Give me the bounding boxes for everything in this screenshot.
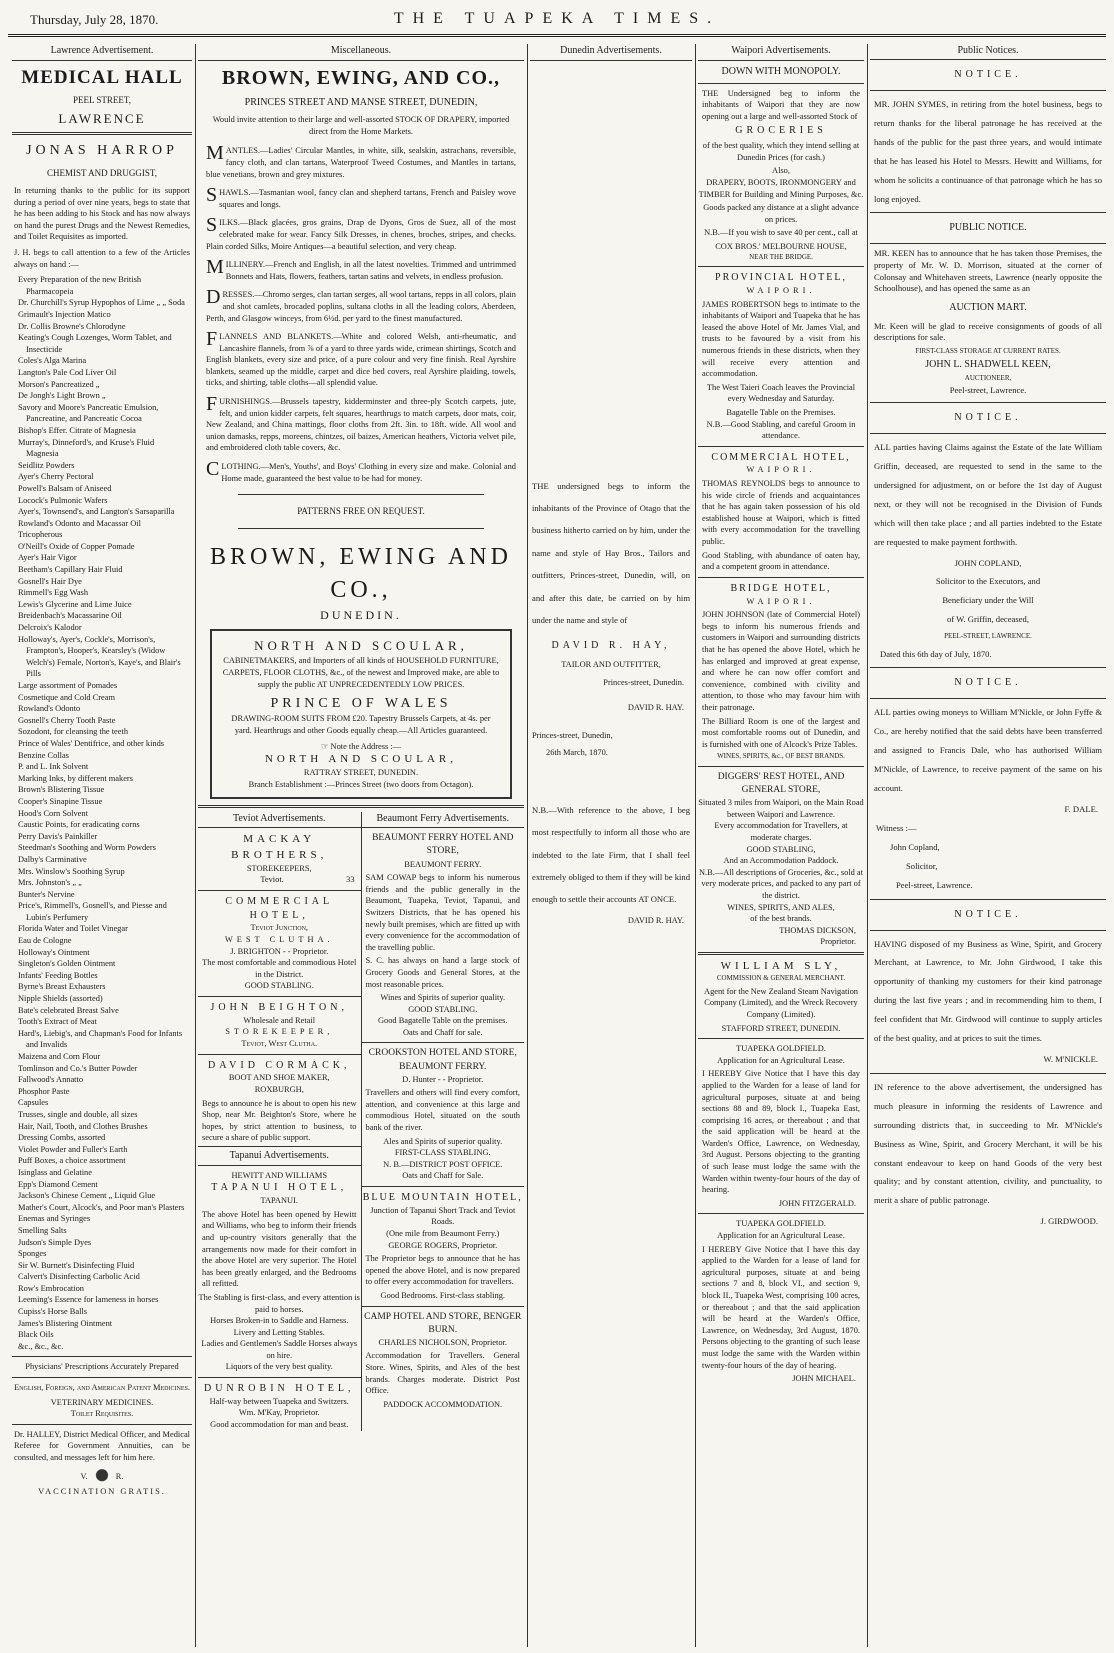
- column-waipori: [698, 44, 864, 1647]
- commercial-sub: Teviot Junction,: [250, 923, 309, 933]
- column-heading: Miscellaneous.: [198, 44, 524, 61]
- list-item: Hood's Corn Solvent: [18, 808, 88, 818]
- column-miscellaneous: [198, 44, 524, 1647]
- cormack-body: Begs to announce he is about to open his new Shop, near Mr. Beighton's Store, where he hopes, by strict attention to business, to secure a share of public support.: [202, 1098, 357, 1143]
- keen-address: Peel-street, Lawrence.: [949, 385, 1027, 396]
- list-item: Sir W. Burnett's Disinfecting Fluid: [18, 1260, 135, 1270]
- patterns-line: PATTERNS FREE ON REQUEST.: [297, 506, 425, 517]
- list-item: Steedman's Soothing and Worm Powders: [18, 843, 156, 853]
- list-item: Breidenbach's Macassarine Oil: [18, 611, 122, 621]
- list-item: Benzine Collas: [18, 750, 69, 760]
- dunrobin-acc: Good accommodation for man and beast.: [210, 1420, 349, 1430]
- auction-mart: AUCTION MART.: [949, 301, 1027, 313]
- public-notice-body: MR. KEEN has to announce that he has taken those Premises, the property of Mr. W. D. Morrison, situated at the corner of Colonsay and Whitehaven streets, Lawrence (nearly opposite the Schoolhouse), and has opened the same as an: [874, 248, 1102, 294]
- bridge-hotel-title: BRIDGE HOTEL,: [730, 582, 832, 594]
- keen-name: JOHN L. SHADWELL KEEN,: [925, 359, 1051, 371]
- storage-line: FIRST-CLASS STORAGE AT CURRENT RATES.: [915, 347, 1061, 355]
- column-heading: Dunedin Advertisements.: [530, 44, 692, 61]
- dwm-packed: Goods packed any distance at a slight advance on prices.: [703, 203, 859, 224]
- mcnickle-signature: W. M'NICKLE.: [1043, 1053, 1098, 1064]
- commercial-waipori-title: COMMERCIAL HOTEL,: [711, 451, 851, 463]
- drapery-section: SHAWLS.—Tasmanian wool, fancy clan and shepherd tartans, French and Paisley wove squares and longs.: [206, 184, 516, 209]
- camp-body: Accommodation for Travellers. General Store. Wines, Spirits, and Ales of the best brands. Charges moderate. District Post Office.: [365, 1351, 520, 1396]
- list-item: Jackson's Chinese Cement „ Liquid Glue: [18, 1191, 156, 1201]
- list-item: Singleton's Golden Ointment: [18, 959, 116, 969]
- proprietor-trade: CHEMIST AND DRUGGIST,: [47, 167, 157, 178]
- list-item: Enemas and Syringes: [18, 1214, 91, 1224]
- commercial-title: COMMERCIAL HOTEL,: [225, 895, 334, 921]
- notice-3-body: ALL parties owing moneys to William M'Nickle, or John Fyffe & Co., are hereby notified that the said debts have been transferred and assigned to Francis Dale, who has authorised William M'Nickle, of Lawrence, to receive payment of the same on his account.: [874, 707, 1102, 794]
- diggers-rest-sig: THOMAS DICKSON,: [779, 925, 856, 935]
- keen-title: AUCTIONEER,: [964, 374, 1012, 383]
- bf-oats: Oats and Chaff for sale.: [402, 1027, 483, 1037]
- dwm-body: THE Undersigned beg to inform the inhabitants of Waipori that they are now opening out a large and well-assorted Stock of: [702, 88, 860, 121]
- patent-line: English, Foreign, and American Patent Medicines.: [14, 1383, 190, 1393]
- cormack-sub: BOOT AND SHOE MAKER,: [228, 1073, 330, 1083]
- list-item: Mather's Court, Alcock's, and Poor man's Plasters: [18, 1202, 185, 1212]
- vaccination-line: VACCINATION GRATIS.: [38, 1486, 166, 1496]
- royal-crest: [12, 1468, 192, 1486]
- list-item: Gosnell's Hair Dye: [18, 576, 82, 586]
- beighton-sub: Wholesale and Retail: [243, 1015, 316, 1025]
- drapery-section: FLANNELS AND BLANKETS.—White and colored Welsh, anti-rheumatic, and Lancashire flannels, from ⅞ of a yard to three yards wide, crimean shirtings, Scotch and English blankets, every size and price, of a pure colour and very fine finish. Real Ayrshire blankets, seamed up the middle, carpet and dice bed covers, real Ayrshire plaiding, towels, ticks, and shirting, table cloths—all splendid value.: [206, 328, 516, 388]
- list-item: Nipple Shields (assorted): [18, 994, 103, 1004]
- issue-date: Thursday, July 28, 1870.: [30, 12, 159, 27]
- hay-place: Princes-street, Dunedin,: [532, 730, 613, 740]
- camp-prop: CHARLES NICHOLSON, Proprietor.: [378, 1337, 507, 1347]
- provincial-loc: WAIPORI.: [746, 285, 816, 295]
- drapery-section: MANTLES.—Ladies' Circular Mantles, in white, silk, sealskin, astrachans, reversible, fancy cloth, and clan tartans, Waterproof Tweed Costumes, and Mantles in tartans, blue venetians, brown and grey mixtures.: [206, 142, 516, 179]
- notice-5-body: IN reference to the above advertisement, the undersigned has much pleasure in informing the residents of Lawrence and surrounding districts that, in succeeding to Mr. M'Nickle's Business as Wine, Spirit, and Grocery Merchant, it will be his constant endeavour to keep on hand Goods of the very best quality; and by constant attention, civility, and punctuality, to merit a share of public patronage.: [874, 1081, 1102, 1206]
- list-item: Sozodont, for cleansing the teeth: [18, 727, 129, 737]
- witness-label: Witness :—: [876, 822, 917, 833]
- commercial-loc: WEST CLUTHA.: [224, 935, 334, 945]
- list-item: Tomlinson and Co.'s Butter Powder: [18, 1063, 138, 1073]
- list-item: Capsules: [18, 1098, 49, 1108]
- list-item: Black Oils: [18, 1330, 54, 1340]
- list-item: Maizena and Corn Flour: [18, 1052, 101, 1062]
- hay-trade: TAILOR AND OUTFITTER,: [561, 660, 661, 669]
- cormack-loc: ROXBURGH,: [254, 1085, 304, 1095]
- notice-2-body: ALL parties having Claims against the Estate of the late William Griffin, deceased, are requested to send in the same to the undersigned for adjustment, on or before the 1st day of August next, or they will not be recognised in the Division of Funds which will then take place ; and all parties indebted to the Estate are requested to make payment forthwith.: [874, 442, 1102, 547]
- bf-loc: BEAUMONT FERRY.: [404, 859, 482, 869]
- bridge-hotel-wines: WINES, SPIRITS, &c., OF BEST BRANDS.: [717, 752, 845, 761]
- commercial-stabling: GOOD STABLING.: [244, 981, 314, 991]
- tapanui-stabling: The Stabling is first-class, and every attention is paid to horses.: [198, 1292, 360, 1314]
- mackay-sub: STOREKEEPERS,: [246, 863, 312, 873]
- north-scoular-ad: [210, 629, 512, 798]
- diggers-rest-situated: Situated 3 miles from Waipori, on the Main Road between Waipori and Lawrence.: [698, 798, 864, 819]
- notice-1-title: NOTICE.: [954, 69, 1022, 80]
- teviot-section: [198, 812, 361, 1431]
- list-item: James's Blistering Ointment: [18, 1318, 113, 1328]
- dwm-title: DOWN WITH MONOPOLY.: [721, 65, 841, 77]
- hw-title: HEWITT AND WILLIAMS: [231, 1170, 328, 1180]
- list-item: Ayer's Hair Vigor: [18, 553, 77, 563]
- drapery-section: CLOTHING.—Men's, Youths', and Boys' Clothing in every size and make. Colonial and Home made, guaranteed the best value to be had for money.: [206, 458, 516, 483]
- prescriptions-line: Physicians' Prescriptions Accurately Prepared: [25, 1362, 179, 1372]
- column-rule: [867, 44, 868, 1647]
- list-item: O'Neill's Oxide of Copper Pomade: [18, 541, 135, 551]
- hay-location: Princes-street, Dunedin.: [603, 677, 684, 687]
- list-item: Infants' Feeding Bottles: [18, 970, 98, 980]
- copland-loc: PEEL-STREET, LAWRENCE.: [944, 632, 1032, 641]
- list-item: Coles's Alga Marina: [18, 356, 87, 366]
- firm-town-2: DUNEDIN.: [320, 607, 402, 622]
- sly-title: WILLIAM SLY,: [720, 959, 842, 972]
- list-item: Hard's, Liebig's, and Chapman's Food for Infants and Invalids: [18, 1028, 183, 1050]
- goldfield-2-body: I HEREBY Give Notice that I have this day applied to the Warden for a lease of land for agricultural purposes, situate at and being sections 7 and 8, block VI., and section 9, block II., Tuapeka West, comprising 100 acres, or thereabout ; and that the said application will be heard at the Warden's Office, Lawrence, on Wednesday, 3rd August, 1870. Persons objecting to the granting of such lease must lodge the same with the Warden within twenty-four hours of the day of hearing.: [702, 1244, 860, 1370]
- column-dunedin: [530, 44, 692, 1647]
- blue-mountain-sub: Junction of Tapanui Short Track and Teviot Roads.: [370, 1205, 516, 1227]
- crookston-prop: D. Hunter - - Proprietor.: [402, 1074, 484, 1084]
- article-list: [12, 274, 192, 1352]
- list-item: Savory and Moore's Pancreatic Emulsion, Pancreatine, and Pancreatic Cocoa: [18, 402, 159, 424]
- crookston-title: CROOKSTON HOTEL AND STORE, BEAUMONT FERRY.: [368, 1048, 517, 1072]
- list-item: Perry Davis's Painkiller: [18, 831, 98, 841]
- list-item: Cosmetique and Cold Cream: [18, 692, 115, 702]
- witness-title: Solicitor,: [906, 860, 938, 871]
- section-heading: Beaumont Ferry Advertisements.: [362, 812, 525, 829]
- column-heading: Waipori Advertisements.: [698, 44, 864, 61]
- sly-address: STAFFORD STREET, DUNEDIN.: [721, 1023, 841, 1033]
- blue-mountain-title: BLUE MOUNTAIN HOTEL,: [362, 1192, 523, 1204]
- firm-title-2: BROWN, EWING AND CO.,: [210, 543, 512, 603]
- ad-intro: In returning thanks to the public for its support during a period of over nine years, begs to state that he has been adding to his Stock and has now always on hand the purest Drugs and the Newest Remedies, and Toilet Requisites as imported.: [14, 186, 190, 242]
- goldfield-1-app: Application for an Agricultural Lease.: [717, 1055, 845, 1065]
- list-item: Tooth's Extract of Meat: [18, 1017, 97, 1027]
- list-item: Tricopherous: [18, 530, 63, 540]
- list-item: P. and L. Ink Solvent: [18, 762, 89, 772]
- list-item: Ayer's Cherry Pectoral: [18, 472, 94, 482]
- list-item: Rowland's Odonto: [18, 704, 81, 714]
- blue-mountain-mile: (One mile from Beaumont Ferry.): [386, 1229, 500, 1239]
- column-heading: Public Notices.: [870, 44, 1106, 60]
- notice-2-title: NOTICE.: [954, 412, 1022, 424]
- ad-lead: J. H. begs to call attention to a few of the Articles always on hand :—: [14, 248, 190, 269]
- list-item: Eau de Cologne: [18, 936, 72, 946]
- tapanui-hotel-body: The above Hotel has been opened by Hewitt and Williams, who beg to inform their friends and up-country visitors generally that the arrangements now made for their comfort in the above Hotel are very superior. The Hotel has been greatly enlarged, and the Bedrooms all refitted.: [202, 1209, 357, 1289]
- column-public-notices: [870, 44, 1106, 1647]
- list-item: &c., &c., &c.: [18, 1341, 64, 1351]
- dwm-body-2: of the best quality, which they intend selling at Dunedin Prices (for cash.): [702, 141, 860, 162]
- list-item: Hair, Nail, Tooth, and Clothes Brushes: [18, 1121, 148, 1131]
- bridge-hotel-billiards: The Billiard Room is one of the largest and most comfortable rooms out of Dunedin, and is furnished with one of Alcock's Prize Tables.: [702, 716, 860, 749]
- ad-street: PEEL STREET,: [73, 95, 131, 106]
- list-item: Isinglass and Gelatine: [18, 1167, 92, 1177]
- bf-stabling: GOOD STABLING.: [408, 1004, 478, 1014]
- provincial-body: JAMES ROBERTSON begs to intimate to the inhabitants of Waipori and Tuapeka that he has leased the above Hotel of Mr. James Vial, and trusts to be favoured by a visit from his numerous friends in these districts, when they will receive every attention and accommodation.: [702, 299, 860, 379]
- list-item: Ayer's, Townsend's, and Langton's Sarsaparilla: [18, 507, 175, 517]
- dwm-nb: N.B.—If you wish to save 40 per cent., call at: [704, 228, 858, 238]
- mackay-title: MACKAY BROTHERS,: [231, 833, 328, 861]
- list-item: Caustic Points, for eradicating corns: [18, 820, 140, 830]
- list-item: Keating's Cough Lozenges, Worm Tablet, and Insecticide: [18, 333, 172, 354]
- drapery-sections: [198, 142, 524, 484]
- pw-body: DRAWING-ROOM SUITS FROM £20. Tapestry Brussels Carpets, at 4s. per yard. Hearthrugs and other Goods equally cheap.—All Articles guaranteed.: [231, 714, 491, 736]
- list-item: Smelling Salts: [18, 1225, 67, 1235]
- goldfield-2-title: TUAPEKA GOLDFIELD.: [736, 1219, 826, 1229]
- tapanui-livery: Livery and Letting Stables.: [233, 1327, 325, 1337]
- list-item: Large assortment of Pomades: [18, 681, 118, 691]
- drapery-section: MILLINERY.—French and English, in all the latest novelties. Trimmed and untrimmed Bonnets and Hats, flowers, feathers, tartan satins and velvets, in endless profusion.: [206, 256, 516, 281]
- list-item: Dr. Churchill's Syrup Hypophos of Lime „ „ Soda: [18, 298, 185, 308]
- masthead: [8, 4, 1106, 37]
- diggers-rest-brands: of the best brands.: [750, 914, 812, 924]
- drapery-section: SILKS.—Black glacées, gros grains, Drap de Dyons, Gros de Suez, all of the most celebrated make for wear. Fancy Silk Dresses, in chenes, broches, stripes, and checks. Plain corded Silks, Moire Antiques—a beautiful selection, and very cheap.: [206, 214, 516, 251]
- provincial-title: PROVINCIAL HOTEL,: [715, 272, 847, 284]
- mackay-loc: Teviot.: [260, 875, 284, 885]
- commercial-body: The most comfortable and commodious Hotel in the District.: [202, 958, 357, 979]
- proprietor-name: JONAS HARROP: [26, 143, 178, 159]
- notice-4-title: NOTICE.: [954, 908, 1022, 920]
- column-rule: [195, 44, 196, 1647]
- mackay-num: 33: [346, 875, 355, 885]
- witness-name: John Copland,: [890, 841, 940, 852]
- public-notice-title: PUBLIC NOTICE.: [949, 222, 1027, 234]
- list-item: Beetham's Capillary Hair Fluid: [18, 565, 123, 575]
- toilet-line: Toilet Requisites.: [70, 1409, 134, 1419]
- list-item: Trusses, single and double, all sizes: [18, 1109, 138, 1119]
- crookston-stabling: FIRST-CLASS STABLING.: [394, 1148, 491, 1158]
- notice-1-body: MR. JOHN SYMES, in retiring from the hotel business, begs to return thanks for the liberal patronage he has received at the hands of the public for the past three years, and would intimate that he has leased his Hotel to Messrs. Hewitt and Williams, for whom he solicits a continuance of that patronage which he has so long enjoyed.: [874, 99, 1102, 204]
- notice-4-body: HAVING disposed of my Business as Wine, Spirit, and Grocery Merchant, at Lawrence, to Mr. John Girdwood, I take this opportunity of thanking my customers for their kind patronage during the last five years ; and in recommending him to them, I feel confident that Mr. Girdwood will continue to supply articles of the best quality, and at prices to suit the times.: [874, 938, 1102, 1044]
- list-item: Powell's Balsam of Aniseed: [18, 483, 112, 493]
- column-lawrence: [12, 44, 192, 1647]
- provincial-coach: The West Taieri Coach leaves the Provincial every Wednesday and Saturday.: [706, 382, 856, 404]
- list-item: Judson's Simple Dyes: [18, 1237, 92, 1247]
- list-item: Cupiss's Horse Balls: [18, 1307, 87, 1317]
- section-heading: Tapanui Advertisements.: [198, 1146, 361, 1166]
- list-item: Murray's, Dinneford's, and Kruse's Fluid Magnesia: [18, 437, 155, 459]
- copland-t1: Solicitor to the Executors, and: [935, 576, 1041, 587]
- goldfield-2-sig: JOHN MICHAEL.: [792, 1374, 856, 1384]
- goldfield-1-sig: JOHN FITZGERALD.: [778, 1198, 856, 1208]
- hay-date: 26th March, 1870.: [546, 748, 608, 758]
- firm-invite: Would invite attention to their large and well-assorted STOCK OF DRAPERY, imported direct from the Home Markets.: [212, 115, 510, 136]
- copland-t2: Beneficiary under the Will: [942, 595, 1034, 606]
- newspaper-title: THE TUAPEKA TIMES.: [393, 10, 721, 27]
- goldfield-2-app: Application for an Agricultural Lease.: [717, 1231, 845, 1241]
- crest-r: R.: [115, 1471, 124, 1481]
- section-heading: Teviot Advertisements.: [198, 812, 361, 829]
- list-item: Rimmell's Egg Wash: [18, 588, 89, 598]
- list-item: Sponges: [18, 1249, 47, 1259]
- list-item: Bate's celebrated Breast Salve: [18, 1005, 119, 1015]
- ns-body: CABINETMAKERS, and Importers of all kinds of HOUSEHOLD FURNITURE, CARPETS, FLOOR CLOTHS, &c., of the newest and Improved make, are able to supply the public AT UNPRECEDENTEDLY LOW PRICES.: [222, 656, 500, 689]
- bf-title: BEAUMONT FERRY HOTEL AND STORE,: [372, 833, 514, 857]
- pw-title: PRINCE OF WALES: [270, 696, 452, 712]
- goldfield-1-title: TUAPEKA GOLDFIELD.: [736, 1044, 826, 1054]
- list-item: Phosphor Paste: [18, 1086, 70, 1096]
- list-item: Seidlitz Powders: [18, 460, 75, 470]
- witness-address: Peel-street, Lawrence.: [896, 879, 973, 890]
- hay-nb: N.B.—With reference to the above, I beg most respectfully to inform all those who are indebted to the late Firm, that I shall feel extremely obliged to them if they will be kind enough to settle their accounts AT ONCE.: [532, 804, 690, 905]
- list-item: Dalby's Carminative: [18, 854, 87, 864]
- tapanui-hotel-loc: TAPANUI.: [260, 1196, 298, 1206]
- ns-branch: Branch Establishment :—Princes Street (two doors from Octagon).: [248, 779, 474, 789]
- ns-title: NORTH AND SCOULAR,: [254, 638, 468, 654]
- auction-mart-body: Mr. Keen will be glad to receive consignments of goods of all descriptions for sale.: [874, 320, 1102, 343]
- list-item: Delcroix's Kalodor: [18, 623, 82, 633]
- dwm-bridge: NEAR THE BRIDGE.: [749, 252, 813, 261]
- tapanui-hotel-title: TAPANUI HOTEL,: [211, 1182, 348, 1194]
- diggers-rest-wines: WINES, SPIRITS, AND ALES,: [727, 902, 835, 912]
- blue-mountain-beds: Good Bedrooms. First-class stabling.: [380, 1291, 505, 1300]
- bf-wines: Wines and Spirits of superior quality.: [380, 993, 506, 1003]
- bf-sc: S. C. has always on hand a large stock of Grocery Goods and General Stores, at the most reasonable prices.: [365, 956, 520, 989]
- list-item: Holloway's, Ayer's, Cockle's, Morrison's, Frampton's, Hooper's, Kearsley's (Widow Welch's) Female, Norton's, Kaye's, and Blair's Pills: [18, 634, 181, 679]
- drapery-section: FURNISHINGS.—Brussels tapestry, kidderminster and three-ply Scotch carpets, jute, felt, and union kidder carpets, felt squares, hearthrugs to match carpets, door mats, coir, New Zealand, and China mattings, floor cloths from 2ft. 3in. to 18ft. wide. All wool and union damasks, repps, moreens, chintzes, oil baizes, American heathers, Victoria velvet pile, and embroidered cloth table covers, &c.: [206, 393, 516, 453]
- blue-mountain-prop: GEORGE ROGERS, Proprietor.: [388, 1240, 498, 1250]
- list-item: Rowland's Odonto and Macassar Oil: [18, 518, 141, 528]
- list-item: Lewis's Glycerine and Lime Juice: [18, 599, 132, 609]
- hay-signature-2: DAVID R. HAY.: [627, 915, 684, 925]
- list-item: Florida Water and Toilet Vinegar: [18, 924, 128, 934]
- list-item: Price's, Rimmell's, Gosnell's, and Piesse and Lubin's Perfumery: [18, 901, 167, 922]
- vet-line: VETERINARY MEDICINES.: [50, 1397, 154, 1407]
- list-item: Violet Powder and Fuller's Earth: [18, 1144, 128, 1154]
- column-rule: [695, 44, 696, 1647]
- dwm-also: Also,: [772, 166, 790, 176]
- commercial-waipori-loc: WAIPORI.: [746, 465, 816, 475]
- list-item: Grimault's Injection Matico: [18, 310, 111, 320]
- firm-title: BROWN, EWING, AND CO.,: [221, 66, 501, 89]
- list-item: Every Preparation of the new British Pharmacopeia: [18, 275, 142, 296]
- bf-body: SAM COWAP begs to inform his numerous friends and the public generally in the Beaumont, Tuapeka, Teviot, Tapanui, and Switzers Districts, that he has opened his newly built premises, which are fitted up with every convenience for the accommodation of the travelling public.: [365, 873, 520, 952]
- list-item: Dressing Combs, assorted: [18, 1133, 106, 1143]
- camp-paddock: PADDOCK ACCOMMODATION.: [383, 1399, 503, 1409]
- copland-t3: of W. Griffin, deceased,: [947, 614, 1029, 625]
- crookston-oats: Oats and Chaff for Sale.: [402, 1171, 484, 1181]
- list-item: Mrs. Johnston's „ „: [18, 878, 82, 888]
- column-heading: Lawrence Advertisement.: [12, 44, 192, 61]
- list-item: Holloway's Ointment: [18, 947, 90, 957]
- dunrobin-prop: Wm. M'Kay, Proprietor.: [238, 1408, 320, 1418]
- diggers-rest-nb: N.B.—All descriptions of Groceries, &c., sold at very moderate prices, and packed to any part of the district.: [699, 867, 863, 900]
- list-item: Cooper's Sinapine Tissue: [18, 796, 103, 806]
- beighton-trade: STOREKEEPER,: [225, 1027, 334, 1037]
- beighton-title: JOHN BEIGHTON,: [210, 1002, 348, 1014]
- notice-2-dated: Dated this 6th day of July, 1870.: [880, 648, 992, 659]
- dwm-drapery: DRAPERY, BOOTS, IRONMONGERY and TIMBER for Building and Mining Purposes, &c.: [698, 177, 864, 199]
- list-item: Byrne's Breast Exhausters: [18, 982, 106, 992]
- crest-v: V.: [80, 1471, 88, 1481]
- crookston-ales: Ales and Spirits of superior quality.: [383, 1136, 503, 1146]
- diggers-rest-title: DIGGERS' REST HOTEL, AND GENERAL STORE,: [717, 772, 845, 796]
- diggers-rest-prop: Proprietor.: [820, 937, 856, 947]
- list-item: Marking Inks, by different makers: [18, 773, 133, 783]
- list-item: Row's Embrocation: [18, 1283, 84, 1293]
- list-item: Puff Boxes, a choice assortment: [18, 1156, 126, 1166]
- ad-town: LAWRENCE: [58, 111, 146, 127]
- diggers-rest-acc: Every accommodation for Travellers, at moderate charges.: [714, 821, 848, 842]
- dwm-cox: COX BROS.' MELBOURNE HOUSE,: [715, 241, 847, 251]
- hay-notice-body: THE undersigned begs to inform the inhabitants of the Province of Otago that the business hitherto carried on by him, under the name and style of Hay Bros., Tailors and outfitters, Princes-street, Dunedin, will, on and after this date, be carried on by him under the name and style of: [532, 480, 690, 625]
- diggers-rest-paddock: And an Accommodation Paddock.: [723, 856, 839, 866]
- drapery-section: DRESSES.—Chromo serges, clan tartan serges, all wool tartans, repps in all colors, plain and shot camlets, brocaded poplins, sultana cloths in all the leading colors, Aberdeen, Perth, and Glasgow winceys, from 6½d. per yard to the finest manufactured.: [206, 286, 516, 323]
- crest-icon: [90, 1468, 114, 1486]
- dunrobin-title: DUNROBIN HOTEL,: [203, 1383, 355, 1395]
- list-item: Fallwood's Annatto: [18, 1075, 84, 1085]
- goldfield-1-body: I HEREBY Give Notice that I have this day applied to the Warden for a lease of land for agricultural purposes, situate at and being sections 88 and 89, block I., Tuapeka East, comprising 16 acres, or thereabout ; and that the said application will be heard at the Warden's Office, Lawrence, on Wednesday, 3rd August. Persons objecting to the granting of such lease must lodge the same with the Warden within twenty-four hours of the day of hearing.: [702, 1069, 860, 1195]
- ns-note: ☞ Note the Address :—: [320, 741, 402, 751]
- list-item: Langton's Pale Cod Liver Oil: [18, 367, 117, 377]
- list-item: Bunter's Nervine: [18, 889, 75, 899]
- column-rule: [527, 44, 528, 1647]
- list-item: Calvert's Disinfecting Carbolic Acid: [18, 1272, 140, 1282]
- halley-notice: Dr. HALLEY, District Medical Officer, and Medical Referee for Government Annuities, can be consulted, and messages left for him here.: [14, 1429, 190, 1463]
- list-item: Prince of Wales' Dentifrice, and other kinds: [18, 738, 165, 748]
- list-item: Epp's Diamond Cement: [18, 1179, 98, 1189]
- sly-sub: COMMISSION & GENERAL MERCHANT.: [716, 974, 846, 983]
- divider: [12, 132, 192, 135]
- list-item: Locock's Pulmonic Wafers: [18, 495, 108, 505]
- hay-signature: DAVID R. HAY.: [627, 703, 684, 713]
- sly-body: Agent for the New Zealand Steam Navigation Company (Limited), and the Wreck Recovery Company (Limited).: [704, 986, 858, 1019]
- ns-address: RATTRAY STREET, DUNEDIN.: [303, 768, 419, 778]
- beighton-loc: Teviot, West Clutha.: [241, 1039, 318, 1049]
- girdwood-signature: J. GIRDWOOD.: [1040, 1216, 1098, 1227]
- dale-signature: F. DALE.: [1064, 804, 1098, 815]
- blue-mountain-body: The Proprietor begs to announce that he has opened the above Hotel, and is now prepared to offer every accommodation for travellers.: [365, 1254, 520, 1287]
- ad-title: MEDICAL HALL: [21, 66, 183, 88]
- beaumont-section: [361, 812, 525, 1431]
- cormack-title: DAVID CORMACK,: [208, 1059, 351, 1071]
- list-item: Brown's Blistering Tissue: [18, 785, 105, 795]
- ns-name: NORTH AND SCOULAR,: [264, 753, 458, 766]
- hay-name: DAVID R. HAY,: [551, 640, 671, 652]
- list-item: Leeming's Essence for lameness in horses: [18, 1295, 159, 1305]
- commercial-waipori-stabling: Good Stabling, with abundance of oaten hay, and a competent groom in attendance.: [702, 550, 860, 572]
- notice-3-title: NOTICE.: [954, 677, 1022, 689]
- list-item: Mrs. Winslow's Soothing Syrup: [18, 866, 125, 876]
- commercial-waipori-body: THOMAS REYNOLDS begs to announce to his wide circle of friends and acquaintances that he has again taken possession of his old established house at Waipori, which is fitted with every accommodation for the travelling public.: [702, 479, 860, 547]
- teviot-beaumont-split: [198, 812, 524, 1431]
- tapanui-liquors: Liquors of the very best quality.: [225, 1362, 333, 1372]
- dwm-groceries: GROCERIES: [735, 125, 827, 137]
- crookston-post: N. B.—DISTRICT POST OFFICE.: [383, 1159, 503, 1169]
- dunrobin-sub: Half-way between Tuapeka and Switzers.: [209, 1396, 349, 1406]
- tapanui-horses: Horses Broken-in to Saddle and Harness.: [210, 1316, 349, 1326]
- tapanui-ladies: Ladies and Gentlemen's Saddle Horses always on hire.: [201, 1339, 358, 1360]
- provincial-bagatelle: Bagatelle Table on the Premises.: [726, 407, 836, 417]
- list-item: De Jongh's Light Brown „: [18, 391, 106, 401]
- camp-title: CAMP HOTEL AND STORE, BENGER BURN.: [364, 1311, 522, 1335]
- bridge-hotel-body: JOHN JOHNSON (late of Commercial Hotel) begs to inform his numerous friends and customers in Waipori and surrounding districts that he has opened the above Hotel, which he has enlarged and improved at great expense, and where he can now offer comfort and convenience, combined with civility and attention, to those who may favour him with their patronage.: [702, 610, 860, 712]
- copland-name: JOHN COPLAND,: [954, 557, 1022, 568]
- commercial-prop: J. BRIGHTON - - Proprietor.: [230, 946, 329, 956]
- list-item: Morson's Pancreatized „: [18, 379, 100, 389]
- list-item: Dr. Collis Browne's Chlorodyne: [18, 321, 126, 331]
- bf-bagatelle: Good Bagatelle Table on the premises.: [377, 1016, 508, 1026]
- list-item: Bishop's Effer. Citrate of Magnesia: [18, 425, 136, 435]
- crookston-body: Travellers and others will find every comfort, attention, and convenience at this large and commodious Hotel, situated on the south bank of the river.: [365, 1088, 520, 1133]
- list-item: Gosnell's Cherry Tooth Paste: [18, 715, 116, 725]
- provincial-nb: N.B.—Good Stabling, and careful Groom in attendance.: [706, 419, 856, 441]
- diggers-rest-stabling: GOOD STABLING,: [746, 844, 816, 854]
- firm-address: PRINCES STREET AND MANSE STREET, DUNEDIN,: [244, 97, 478, 109]
- bridge-hotel-loc: WAIPORI.: [746, 596, 816, 606]
